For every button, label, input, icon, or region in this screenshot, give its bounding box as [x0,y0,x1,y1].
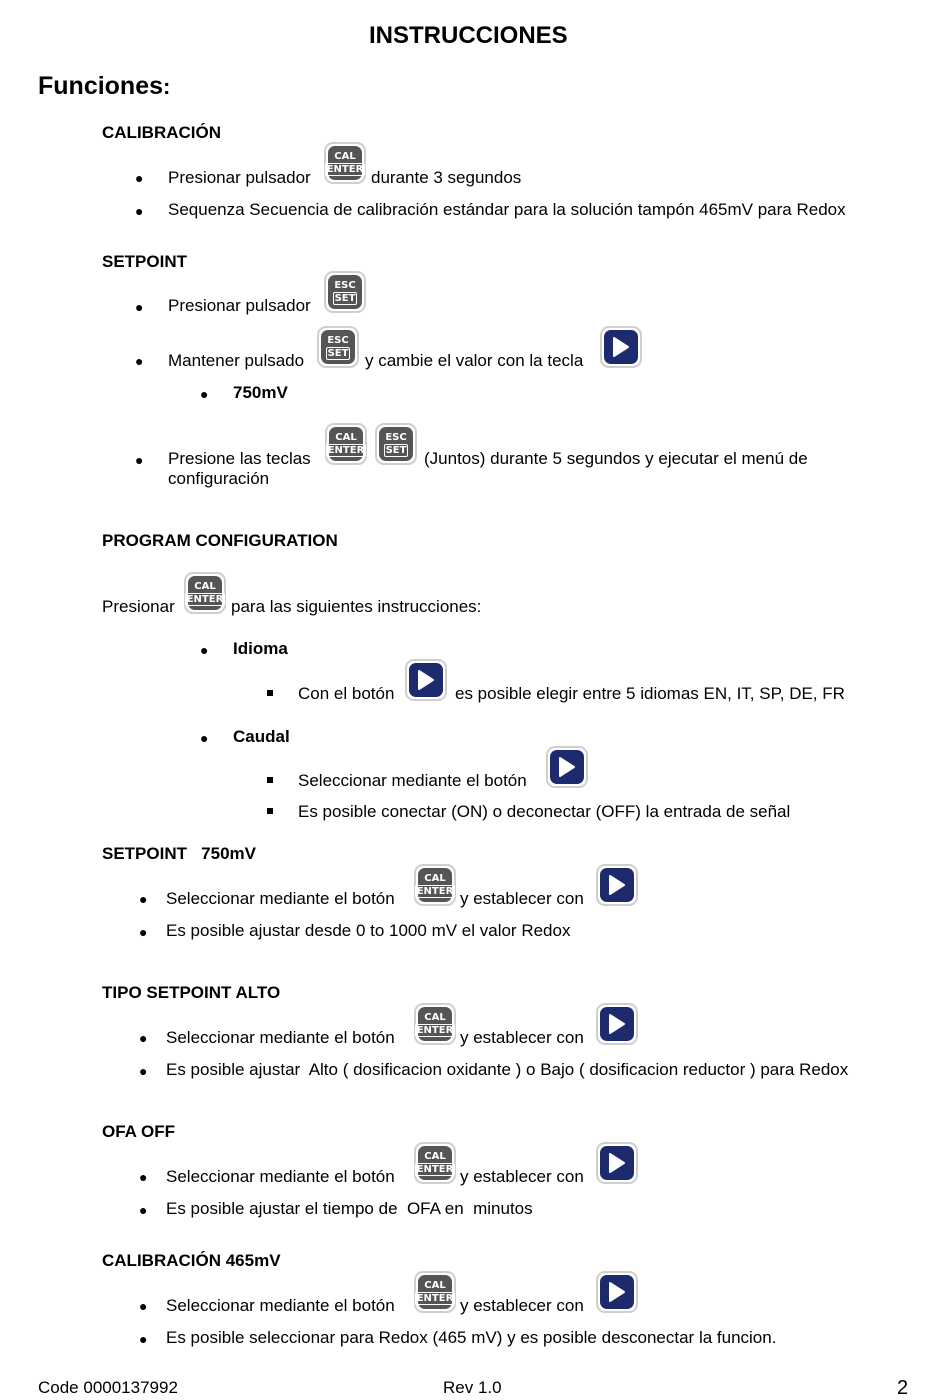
bullet-square [267,808,273,814]
bullet-dot: ● [135,452,144,468]
calibracion-b2: Sequenza Secuencia de calibración estándar para la solución tampón 465mV para Redox [168,200,846,219]
page-title: INSTRUCCIONES [369,22,568,49]
bullet-dot: ● [139,924,148,940]
play-arrow-icon [600,326,642,368]
play-arrow-icon [596,1271,638,1313]
bullet-dot: ● [139,1063,148,1079]
program-intro-post: para las siguientes instrucciones: [231,597,482,616]
tipo-b1-mid: y establecer con [460,1028,584,1047]
cal465-b1-pre: Seleccionar mediante el botón [166,1296,395,1315]
bullet-dot: ● [139,1169,148,1185]
funciones-colon: : [163,74,171,99]
cal-enter-key-icon: CAL ENTER [414,1003,456,1045]
tipo-heading: TIPO SETPOINT ALTO [102,983,281,1002]
bullet-dot: ● [200,386,209,402]
play-arrow-icon [546,746,588,788]
setpoint-b3-line2: configuración [168,469,270,488]
setpoint-b3-post: (Juntos) durante 5 segundos y ejecutar el menú de [424,449,808,468]
program-heading: PROGRAM CONFIGURATION [102,531,338,550]
bullet-square [267,777,273,783]
bullet-square [267,690,273,696]
tipo-b1-pre: Seleccionar mediante el botón [166,1028,395,1047]
ofa-b1-pre: Seleccionar mediante el botón [166,1167,395,1186]
setpoint750-b1-mid: y establecer con [460,889,584,908]
esc-set-key-icon: ESC SET [375,423,417,465]
cal465-b1-mid: y establecer con [460,1296,584,1315]
esc-set-key-icon: ESC SET [317,326,359,368]
setpoint-value: 750mV [233,383,288,402]
funciones-label: Funciones [38,72,164,100]
bullet-dot: ● [135,170,144,186]
caudal-item1: Seleccionar mediante el botón [298,771,527,790]
calibracion-b1-pre: Presionar pulsador [168,168,311,187]
calibracion-heading: CALIBRACIÓN [102,123,221,142]
play-arrow-icon [596,1003,638,1045]
setpoint-b2-mid: y cambie el valor con la tecla [365,351,584,370]
setpoint750-b2: Es posible ajustar desde 0 to 1000 mV el valor Redox [166,921,571,940]
cal-enter-key-icon: CAL ENTER [325,423,367,465]
program-intro-pre: Presionar [102,597,175,616]
cal-enter-key-icon: CAL ENTER [414,864,456,906]
idioma-item-post: es posible elegir entre 5 idiomas EN, IT, SP, DE, FR [455,684,845,703]
bullet-dot: ● [135,203,144,219]
cal-enter-key-icon: CAL ENTER [414,1271,456,1313]
cal465-heading: CALIBRACIÓN 465mV [102,1251,281,1270]
setpoint-b2-pre: Mantener pulsado [168,351,305,370]
bullet-dot: ● [135,353,144,369]
cal465-b2: Es posible seleccionar para Redox (465 mV) y es posible desconectar la funcion. [166,1328,777,1347]
setpoint750-b1-pre: Seleccionar mediante el botón [166,889,395,908]
ofa-b2: Es posible ajustar el tiempo de OFA en minutos [166,1199,533,1218]
bullet-dot: ● [139,1331,148,1347]
footer-rev: Rev 1.0 [443,1378,502,1397]
ofa-heading: OFA OFF [102,1122,176,1141]
ofa-b1-mid: y establecer con [460,1167,584,1186]
bullet-dot: ● [139,1298,148,1314]
play-arrow-icon [405,659,447,701]
bullet-dot: ● [200,642,209,658]
play-arrow-icon [596,1142,638,1184]
calibracion-b1-post: durante 3 segundos [371,168,522,187]
footer-page-number: 2 [897,1377,909,1399]
esc-set-key-icon: ESC SET [324,271,366,313]
idioma-label: Idioma [233,639,288,658]
bullet-dot: ● [139,891,148,907]
tipo-b2: Es posible ajustar Alto ( dosificacion oxidante ) o Bajo ( dosificacion reductor ) para Redox [166,1060,849,1079]
section-title-funciones [38,72,170,101]
cal-enter-key-icon: CAL ENTER [324,142,366,184]
setpoint-heading: SETPOINT [102,252,188,271]
setpoint-b3-pre: Presione las teclas [168,449,311,468]
play-arrow-icon [596,864,638,906]
cal-enter-key-icon: CAL ENTER [184,572,226,614]
idioma-item-pre: Con el botón [298,684,395,703]
cal-enter-key-icon: CAL ENTER [414,1142,456,1184]
bullet-dot: ● [139,1030,148,1046]
caudal-label: Caudal [233,727,290,746]
bullet-dot: ● [139,1202,148,1218]
bullet-dot: ● [135,299,144,315]
bullet-dot: ● [200,730,209,746]
footer-code: Code 0000137992 [38,1378,178,1397]
setpoint-b1: Presionar pulsador [168,296,311,315]
setpoint750-heading: SETPOINT 750mV [102,844,256,863]
caudal-item2: Es posible conectar (ON) o deconectar (OFF) la entrada de señal [298,802,791,821]
